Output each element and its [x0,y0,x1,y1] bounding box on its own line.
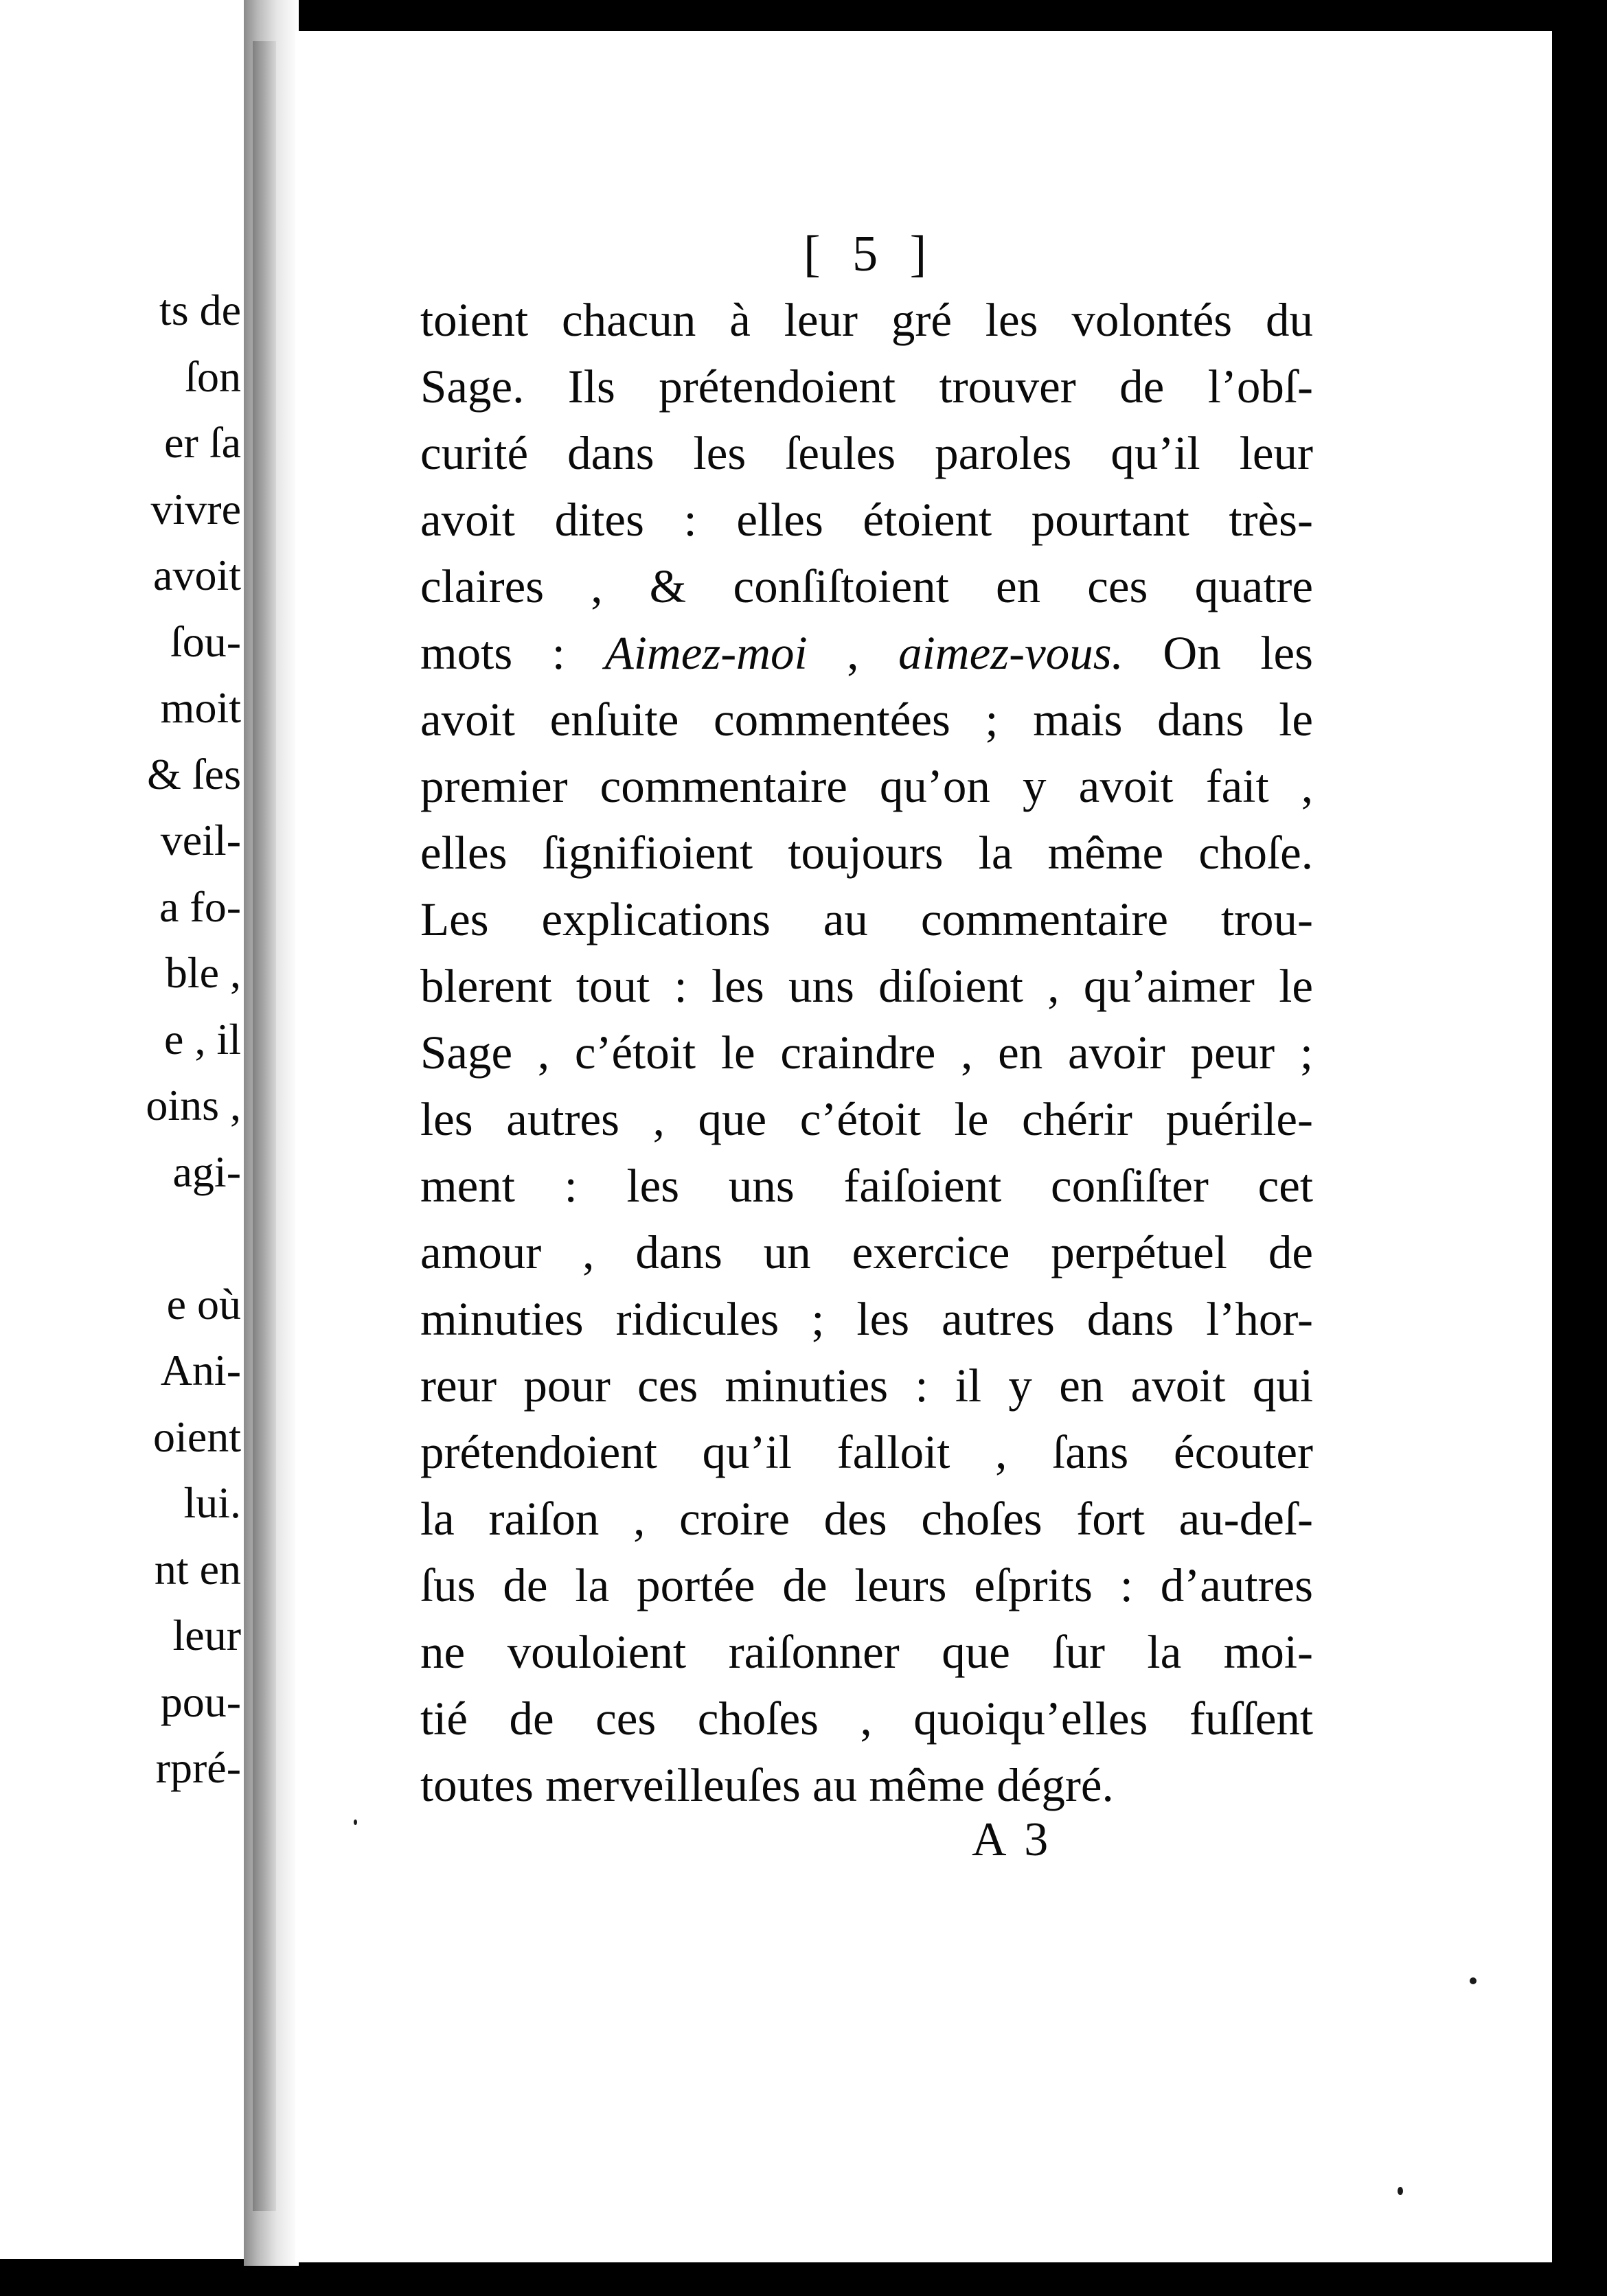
left-page-line: e , il [164,1014,241,1064]
italic-text: aimez-vous. [898,627,1124,679]
left-page-line: avoit [153,551,241,599]
text-line: toutes merveilleuſes au même dégré. [420,1759,1114,1811]
text-line: ſus de la portée de leurs eſprits : d’autres [420,1559,1313,1611]
text-line: mots : Aimez-moi , aimez-vous. On les [420,627,1313,679]
text-line: prétendoient qu’il falloit , ſans écouter [420,1426,1313,1478]
ink-speck [1398,2187,1403,2195]
left-page-line: oient [153,1412,241,1461]
text-line: tié de ces choſes , quoiqu’elles fuſſent [420,1692,1313,1745]
text-line: reur pour ces minuties : il y en avoit qui [420,1359,1313,1412]
text-line: les autres , que c’étoit le chérir puérile- [420,1093,1313,1145]
left-page-line: a fo- [159,882,241,931]
text-line: claires , & conſiſtoient en ces quatre [420,560,1313,612]
text-line: la raiſon , croire des choſes fort au-deſ- [420,1493,1313,1545]
text-line: premier commentaire qu’on y avoit fait , [420,760,1313,812]
text-line: Sage , c’étoit le craindre , en avoir peur ; [420,1026,1313,1079]
left-page-line: ble , [165,948,241,997]
left-page-line: moit [160,683,241,732]
left-page-line: vivre [150,484,241,533]
left-page-line: ſon [185,352,241,401]
left-page-line: Ani- [160,1346,241,1394]
left-page-line: leur [172,1611,241,1660]
left-page-line: e où [166,1279,241,1329]
text-line: ne vouloient raiſonner que ſur la moi- [420,1626,1313,1678]
left-page-line: lui. [183,1478,241,1527]
text-line: toient chacun à leur gré les volontés du [420,294,1313,346]
text-line: blerent tout : les uns diſoient , qu’aimer le [420,960,1313,1012]
left-page-line: nt en [154,1544,241,1594]
left-page-line: & ſes [147,749,241,799]
signature-mark: A 3 [972,1813,1053,1866]
left-page-line: ts de [159,286,241,334]
left-page-line: oins , [146,1081,241,1129]
left-page-line: er ſa [164,418,241,467]
text-line: amour , dans un exercice perpétuel de [420,1226,1313,1278]
left-page-line: pou- [160,1677,241,1726]
page-number: [ 5 ] [804,226,937,282]
left-page-line: veil- [160,816,241,864]
left-page-line: rpré- [155,1743,241,1792]
text-line: Les explications au commentaire trou- [420,893,1313,945]
body-text [420,287,1313,1819]
italic-text: Aimez-moi [604,627,808,679]
ink-speck [354,1819,357,1825]
ink-speck [1470,1977,1477,1984]
text-line: avoit dites : elles étoient pourtant très- [420,494,1313,546]
text-line: ment : les uns faiſoient conſiſter cet [420,1160,1313,1212]
text-line: elles ſignifioient toujours la même choſe. [420,827,1313,879]
text-line: avoit enſuite commentées ; mais dans le [420,693,1313,746]
page-edge-shadow [253,41,276,2211]
left-page-line: agi- [172,1147,241,1196]
text-line: Sage. Ils prétendoient trouver de l’obſ- [420,360,1313,413]
text-line: curité dans les ſeules paroles qu’il leur [420,427,1313,479]
left-page-line: ſou- [170,617,241,666]
left-facing-page [0,0,244,2259]
text-line: minuties ridicules ; les autres dans l’hor- [420,1293,1313,1345]
